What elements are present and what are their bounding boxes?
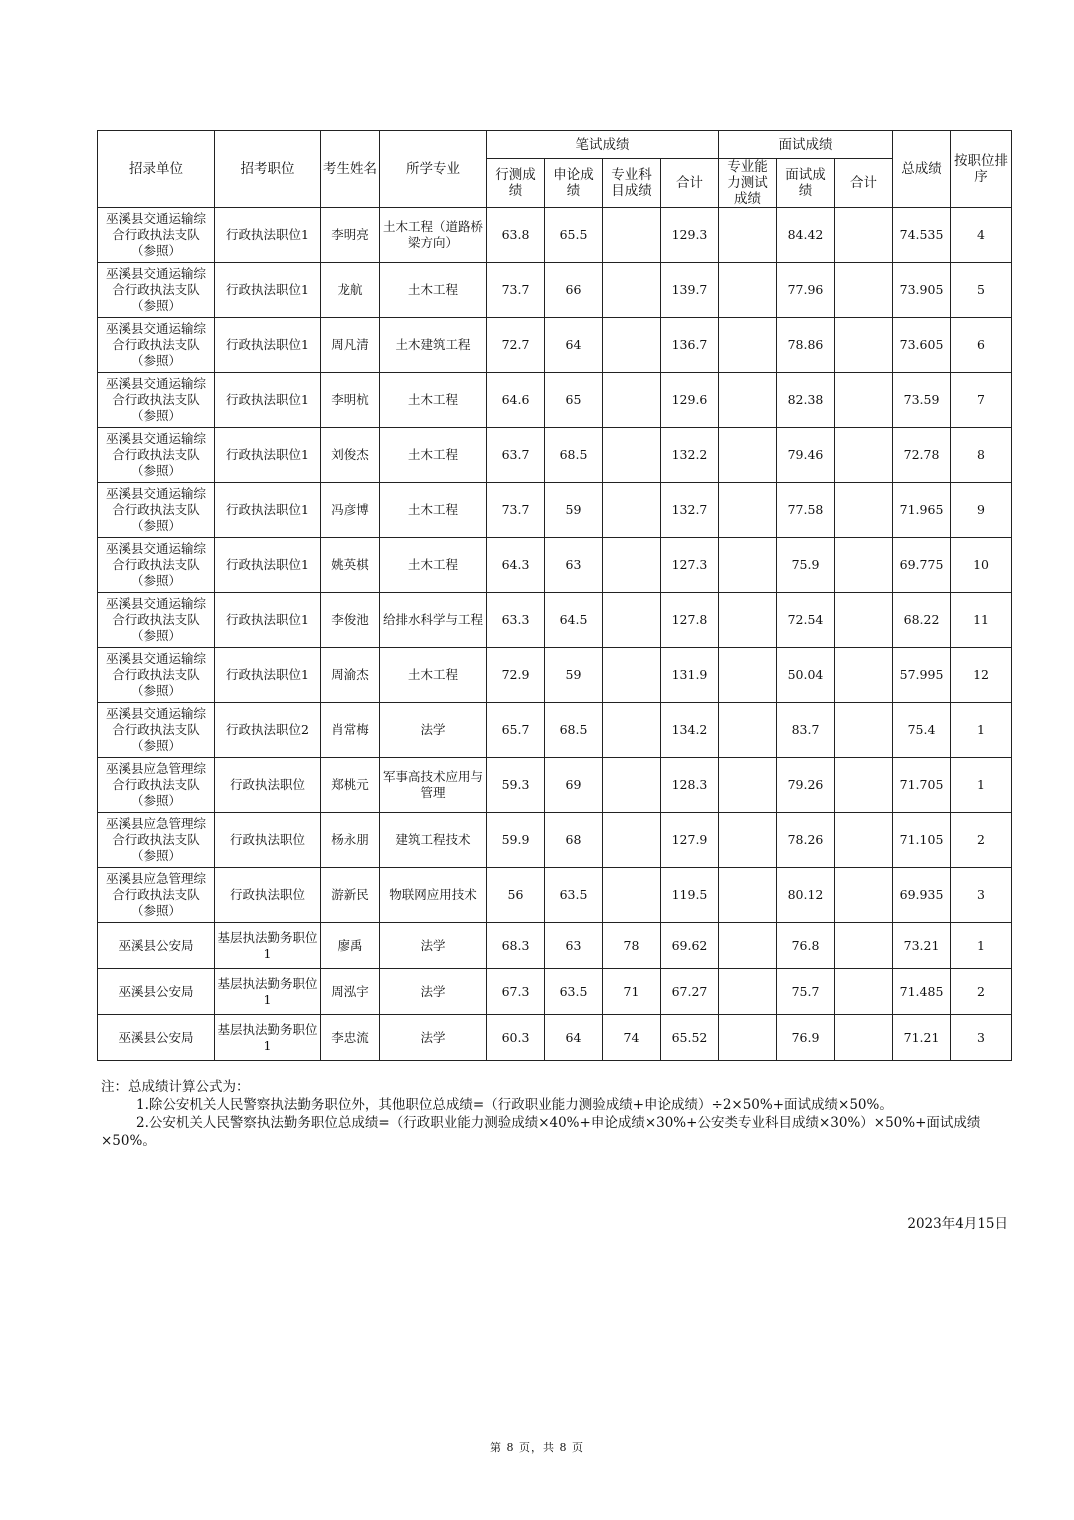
cell-position: 行政执法职位1	[215, 593, 321, 648]
document-date: 2023年4月15日	[907, 1216, 1008, 1232]
cell-written-total: 139.7	[661, 263, 719, 318]
cell-xingce: 72.9	[487, 648, 545, 703]
cell-interview: 84.42	[777, 208, 835, 263]
cell-major: 军事高技术应用与管理	[380, 758, 487, 813]
cell-position: 基层执法勤务职位1	[215, 969, 321, 1015]
cell-unit: 巫溪县应急管理综合行政执法支队（参照）	[98, 868, 215, 923]
cell-ability	[719, 483, 777, 538]
notes-item-1: 1.除公安机关人民警察执法勤务职位外，其他职位总成绩=（行政职业能力测验成绩+申论成绩）÷2×50%+面试成绩×50%。	[136, 1097, 893, 1113]
table-row	[98, 758, 1012, 813]
cell-interview: 77.96	[777, 263, 835, 318]
cell-xingce: 72.7	[487, 318, 545, 373]
header-professional: 专业科目成绩	[603, 159, 661, 208]
cell-major: 土木工程	[380, 263, 487, 318]
cell-total: 69.935	[893, 868, 951, 923]
cell-major: 土木工程	[380, 648, 487, 703]
cell-written-total: 129.6	[661, 373, 719, 428]
cell-major: 土木工程（道路桥梁方向）	[380, 208, 487, 263]
cell-interview: 76.9	[777, 1015, 835, 1061]
cell-written-total: 136.7	[661, 318, 719, 373]
cell-shenlun: 64.5	[545, 593, 603, 648]
cell-written-total: 132.7	[661, 483, 719, 538]
cell-rank: 5	[951, 263, 1012, 318]
cell-position: 行政执法职位1	[215, 208, 321, 263]
cell-position: 行政执法职位	[215, 868, 321, 923]
cell-interview-total	[835, 868, 893, 923]
cell-xingce: 73.7	[487, 263, 545, 318]
cell-professional	[603, 208, 661, 263]
cell-interview: 83.7	[777, 703, 835, 758]
cell-professional	[603, 373, 661, 428]
cell-ability	[719, 263, 777, 318]
cell-rank: 11	[951, 593, 1012, 648]
cell-professional	[603, 758, 661, 813]
cell-major: 建筑工程技术	[380, 813, 487, 868]
header-position: 招考职位	[215, 131, 321, 208]
cell-interview-total	[835, 318, 893, 373]
header-name: 考生姓名	[321, 131, 380, 208]
cell-major: 法学	[380, 969, 487, 1015]
score-table	[97, 130, 1012, 1061]
cell-professional	[603, 593, 661, 648]
cell-total: 73.59	[893, 373, 951, 428]
cell-professional: 78	[603, 923, 661, 969]
cell-total: 73.905	[893, 263, 951, 318]
cell-total: 71.965	[893, 483, 951, 538]
cell-name: 冯彦博	[321, 483, 380, 538]
cell-unit: 巫溪县公安局	[98, 1015, 215, 1061]
cell-professional	[603, 538, 661, 593]
cell-shenlun: 63.5	[545, 969, 603, 1015]
cell-shenlun: 63	[545, 538, 603, 593]
cell-rank: 3	[951, 868, 1012, 923]
header-written: 笔试成绩	[487, 131, 719, 159]
cell-total: 71.21	[893, 1015, 951, 1061]
cell-major: 土木工程	[380, 373, 487, 428]
cell-name: 周泓宇	[321, 969, 380, 1015]
cell-rank: 1	[951, 923, 1012, 969]
cell-xingce: 65.7	[487, 703, 545, 758]
header-major: 所学专业	[380, 131, 487, 208]
cell-interview: 72.54	[777, 593, 835, 648]
cell-interview-total	[835, 483, 893, 538]
cell-rank: 1	[951, 703, 1012, 758]
cell-professional: 74	[603, 1015, 661, 1061]
cell-xingce: 59.3	[487, 758, 545, 813]
cell-interview: 78.86	[777, 318, 835, 373]
cell-shenlun: 68.5	[545, 428, 603, 483]
cell-name: 周凡清	[321, 318, 380, 373]
cell-xingce: 64.6	[487, 373, 545, 428]
cell-xingce: 73.7	[487, 483, 545, 538]
table-row	[98, 648, 1012, 703]
cell-rank: 9	[951, 483, 1012, 538]
cell-ability	[719, 318, 777, 373]
cell-interview: 50.04	[777, 648, 835, 703]
cell-ability	[719, 923, 777, 969]
table-row	[98, 538, 1012, 593]
cell-total: 71.705	[893, 758, 951, 813]
table-row	[98, 923, 1012, 969]
cell-xingce: 67.3	[487, 969, 545, 1015]
cell-name: 周渝杰	[321, 648, 380, 703]
cell-written-total: 129.3	[661, 208, 719, 263]
cell-unit: 巫溪县交通运输综合行政执法支队（参照）	[98, 703, 215, 758]
cell-rank: 8	[951, 428, 1012, 483]
cell-interview: 79.26	[777, 758, 835, 813]
notes	[101, 1078, 1013, 1150]
cell-name: 李俊池	[321, 593, 380, 648]
header-ability: 专业能力测试成绩	[719, 159, 777, 208]
cell-professional	[603, 648, 661, 703]
cell-major: 土木工程	[380, 428, 487, 483]
cell-major: 土木建筑工程	[380, 318, 487, 373]
cell-interview-total	[835, 593, 893, 648]
table-row	[98, 703, 1012, 758]
cell-xingce: 63.3	[487, 593, 545, 648]
cell-written-total: 65.52	[661, 1015, 719, 1061]
cell-ability	[719, 208, 777, 263]
header-total: 总成绩	[893, 131, 951, 208]
cell-major: 物联网应用技术	[380, 868, 487, 923]
cell-shenlun: 63	[545, 923, 603, 969]
cell-position: 基层执法勤务职位1	[215, 1015, 321, 1061]
page-footer: 第 8 页，共 8 页	[490, 1441, 584, 1454]
cell-interview-total	[835, 923, 893, 969]
cell-interview: 76.8	[777, 923, 835, 969]
table-row	[98, 483, 1012, 538]
cell-name: 廖禹	[321, 923, 380, 969]
cell-major: 法学	[380, 1015, 487, 1061]
cell-rank: 2	[951, 813, 1012, 868]
cell-written-total: 67.27	[661, 969, 719, 1015]
cell-position: 行政执法职位1	[215, 318, 321, 373]
cell-unit: 巫溪县交通运输综合行政执法支队（参照）	[98, 318, 215, 373]
notes-item-2: 2.公安机关人民警察执法勤务职位总成绩=（行政职业能力测验成绩×40%+申论成绩×30%+公安类专业科目成绩×30%）×50%+面试成绩×50%。	[101, 1115, 981, 1149]
cell-major: 法学	[380, 703, 487, 758]
cell-shenlun: 65	[545, 373, 603, 428]
cell-interview-total	[835, 428, 893, 483]
header-unit: 招录单位	[98, 131, 215, 208]
cell-total: 73.21	[893, 923, 951, 969]
cell-shenlun: 64	[545, 318, 603, 373]
cell-total: 75.4	[893, 703, 951, 758]
cell-name: 龙航	[321, 263, 380, 318]
cell-xingce: 63.8	[487, 208, 545, 263]
table-row	[98, 593, 1012, 648]
table-row	[98, 868, 1012, 923]
header-xingce: 行测成绩	[487, 159, 545, 208]
cell-rank: 3	[951, 1015, 1012, 1061]
cell-total: 74.535	[893, 208, 951, 263]
cell-xingce: 60.3	[487, 1015, 545, 1061]
cell-interview-total	[835, 373, 893, 428]
cell-unit: 巫溪县应急管理综合行政执法支队（参照）	[98, 758, 215, 813]
cell-xingce: 59.9	[487, 813, 545, 868]
header-interview-score: 面试成绩	[777, 159, 835, 208]
cell-shenlun: 68.5	[545, 703, 603, 758]
cell-ability	[719, 703, 777, 758]
cell-position: 行政执法职位1	[215, 483, 321, 538]
cell-interview-total	[835, 648, 893, 703]
cell-interview-total	[835, 703, 893, 758]
cell-ability	[719, 648, 777, 703]
cell-shenlun: 65.5	[545, 208, 603, 263]
cell-rank: 10	[951, 538, 1012, 593]
cell-position: 行政执法职位1	[215, 428, 321, 483]
cell-xingce: 64.3	[487, 538, 545, 593]
cell-professional	[603, 318, 661, 373]
cell-unit: 巫溪县交通运输综合行政执法支队（参照）	[98, 263, 215, 318]
cell-major: 给排水科学与工程	[380, 593, 487, 648]
cell-interview-total	[835, 208, 893, 263]
cell-position: 行政执法职位1	[215, 538, 321, 593]
cell-interview-total	[835, 1015, 893, 1061]
cell-written-total: 127.9	[661, 813, 719, 868]
cell-interview: 82.38	[777, 373, 835, 428]
cell-unit: 巫溪县交通运输综合行政执法支队（参照）	[98, 483, 215, 538]
cell-position: 行政执法职位	[215, 758, 321, 813]
cell-ability	[719, 868, 777, 923]
cell-unit: 巫溪县交通运输综合行政执法支队（参照）	[98, 373, 215, 428]
cell-position: 基层执法勤务职位1	[215, 923, 321, 969]
cell-interview: 77.58	[777, 483, 835, 538]
cell-name: 姚英棋	[321, 538, 380, 593]
cell-rank: 7	[951, 373, 1012, 428]
cell-written-total: 127.3	[661, 538, 719, 593]
cell-total: 68.22	[893, 593, 951, 648]
cell-written-total: 131.9	[661, 648, 719, 703]
cell-name: 李忠流	[321, 1015, 380, 1061]
cell-unit: 巫溪县公安局	[98, 969, 215, 1015]
cell-interview-total	[835, 813, 893, 868]
cell-position: 行政执法职位	[215, 813, 321, 868]
cell-name: 郑桃元	[321, 758, 380, 813]
cell-xingce: 68.3	[487, 923, 545, 969]
cell-ability	[719, 593, 777, 648]
table-row	[98, 208, 1012, 263]
cell-xingce: 63.7	[487, 428, 545, 483]
cell-written-total: 134.2	[661, 703, 719, 758]
cell-written-total: 69.62	[661, 923, 719, 969]
cell-unit: 巫溪县交通运输综合行政执法支队（参照）	[98, 593, 215, 648]
cell-interview-total	[835, 538, 893, 593]
cell-interview: 75.7	[777, 969, 835, 1015]
cell-major: 土木工程	[380, 538, 487, 593]
cell-name: 肖常梅	[321, 703, 380, 758]
cell-professional: 71	[603, 969, 661, 1015]
cell-ability	[719, 538, 777, 593]
cell-shenlun: 66	[545, 263, 603, 318]
cell-professional	[603, 703, 661, 758]
cell-shenlun: 64	[545, 1015, 603, 1061]
cell-interview-total	[835, 758, 893, 813]
table-row	[98, 969, 1012, 1015]
cell-professional	[603, 868, 661, 923]
table-row	[98, 263, 1012, 318]
cell-professional	[603, 428, 661, 483]
cell-shenlun: 68	[545, 813, 603, 868]
cell-xingce: 56	[487, 868, 545, 923]
cell-name: 刘俊杰	[321, 428, 380, 483]
cell-position: 行政执法职位1	[215, 373, 321, 428]
cell-total: 71.485	[893, 969, 951, 1015]
cell-interview: 75.9	[777, 538, 835, 593]
cell-interview: 78.26	[777, 813, 835, 868]
cell-rank: 2	[951, 969, 1012, 1015]
cell-major: 土木工程	[380, 483, 487, 538]
table-row	[98, 1015, 1012, 1061]
cell-position: 行政执法职位1	[215, 648, 321, 703]
cell-position: 行政执法职位2	[215, 703, 321, 758]
cell-rank: 1	[951, 758, 1012, 813]
cell-ability	[719, 813, 777, 868]
cell-professional	[603, 483, 661, 538]
cell-ability	[719, 1015, 777, 1061]
cell-shenlun: 69	[545, 758, 603, 813]
cell-name: 李明亮	[321, 208, 380, 263]
table-row	[98, 373, 1012, 428]
cell-shenlun: 59	[545, 648, 603, 703]
cell-written-total: 132.2	[661, 428, 719, 483]
cell-total: 72.78	[893, 428, 951, 483]
cell-unit: 巫溪县公安局	[98, 923, 215, 969]
cell-name: 杨永朋	[321, 813, 380, 868]
header-interview-group: 面试成绩	[719, 131, 893, 159]
cell-total: 69.775	[893, 538, 951, 593]
cell-name: 游新民	[321, 868, 380, 923]
cell-unit: 巫溪县交通运输综合行政执法支队（参照）	[98, 648, 215, 703]
header-shenlun: 申论成绩	[545, 159, 603, 208]
table-row	[98, 813, 1012, 868]
notes-title: 注：总成绩计算公式为：	[101, 1079, 250, 1095]
table-row	[98, 428, 1012, 483]
cell-professional	[603, 263, 661, 318]
header-written-total: 合计	[661, 159, 719, 208]
cell-written-total: 127.8	[661, 593, 719, 648]
cell-major: 法学	[380, 923, 487, 969]
cell-total: 73.605	[893, 318, 951, 373]
cell-rank: 4	[951, 208, 1012, 263]
cell-interview-total	[835, 263, 893, 318]
cell-unit: 巫溪县交通运输综合行政执法支队（参照）	[98, 428, 215, 483]
cell-interview-total	[835, 969, 893, 1015]
cell-interview: 80.12	[777, 868, 835, 923]
cell-unit: 巫溪县交通运输综合行政执法支队（参照）	[98, 208, 215, 263]
cell-total: 57.995	[893, 648, 951, 703]
cell-ability	[719, 969, 777, 1015]
header-rank: 按职位排序	[951, 131, 1012, 208]
cell-ability	[719, 373, 777, 428]
cell-ability	[719, 758, 777, 813]
cell-written-total: 128.3	[661, 758, 719, 813]
cell-interview: 79.46	[777, 428, 835, 483]
cell-professional	[603, 813, 661, 868]
cell-position: 行政执法职位1	[215, 263, 321, 318]
cell-name: 李明杭	[321, 373, 380, 428]
cell-unit: 巫溪县应急管理综合行政执法支队（参照）	[98, 813, 215, 868]
cell-written-total: 119.5	[661, 868, 719, 923]
cell-total: 71.105	[893, 813, 951, 868]
cell-ability	[719, 428, 777, 483]
cell-rank: 12	[951, 648, 1012, 703]
cell-shenlun: 59	[545, 483, 603, 538]
cell-shenlun: 63.5	[545, 868, 603, 923]
cell-unit: 巫溪县交通运输综合行政执法支队（参照）	[98, 538, 215, 593]
cell-rank: 6	[951, 318, 1012, 373]
table-row	[98, 318, 1012, 373]
header-interview-total: 合计	[835, 159, 893, 208]
